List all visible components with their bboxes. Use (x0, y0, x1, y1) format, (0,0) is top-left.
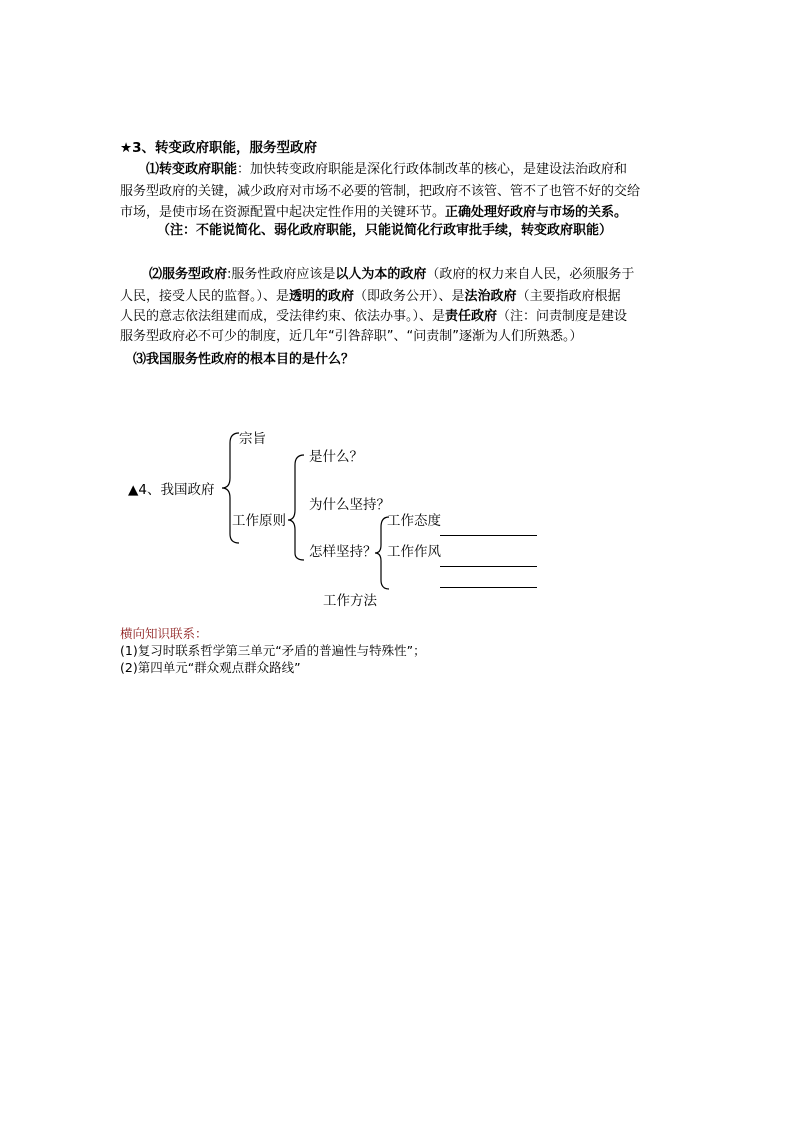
paragraph-2-label: ⑵服务型政府 (149, 267, 228, 282)
diagram-root: ▲4、我国政府 (128, 482, 215, 498)
diagram-attitude: 工作态度 (387, 513, 441, 529)
diagram-purpose: 宗旨 (239, 431, 266, 447)
paragraph-1-text: ：加快转变政府职能是深化行政体制改革的核心，是建设法治政府和 (237, 162, 628, 177)
note-text: （注：不能说简化、弱化政府职能，只能说简化行政审批手续，转变政府职能） (157, 223, 613, 238)
responsible-government: 责任政府 (445, 309, 498, 324)
paragraph-2-line-4: 服务型政府必不可少的制度，近几年“引咎辞职”、“问责制”逐渐为人们所熟悉。） (120, 329, 583, 344)
diagram-what: 是什么？ (309, 449, 363, 465)
diagram-principle: 工作原则 (232, 513, 286, 529)
brace-principle (288, 455, 304, 560)
transparent-government: 透明的政府 (289, 289, 355, 304)
paragraph-1-label: ⑴转变政府职能 (146, 162, 238, 177)
paragraph-2-text: 人民，接受人民的监督。）、是 (120, 289, 290, 304)
paragraph-2-text: （注：问责制度是建设 (497, 309, 628, 324)
paragraph-2-text: :服务性政府应该是 (227, 267, 336, 282)
paragraph-1-line-3-text: 市场，是使市场在资源配置中起决定性作用的关键环节。 (120, 205, 446, 220)
links-item-2: (2)第四单元“群众观点群众路线” (120, 660, 301, 675)
rule-of-law-government: 法治政府 (464, 289, 517, 304)
paragraph-2-text: （政府的权力来自人民，必须服务于 (426, 267, 635, 282)
diagram-method: 工作方法 (323, 593, 377, 609)
answer-blank-line (440, 535, 537, 536)
paragraph-2-text: （主要指政府根据 (516, 289, 621, 304)
answer-blank-line (440, 587, 537, 588)
people-oriented-government: 以人为本的政府 (335, 267, 427, 282)
diagram-style: 工作作风 (387, 544, 441, 560)
links-title: 横向知识联系： (120, 626, 208, 641)
links-item-1: (1)复习时联系哲学第三单元“矛盾的普遍性与特殊性”； (120, 643, 426, 658)
paragraph-2-text: （即政务公开）、是 (354, 289, 465, 304)
diagram-how: 怎样坚持？ (309, 544, 377, 560)
question-3: ⑶我国服务性政府的根本目的是什么？ (133, 352, 355, 367)
answer-blank-line (440, 566, 537, 567)
paragraph-1-emphasis: 正确处理好政府与市场的关系。 (445, 205, 628, 220)
diagram-why: 为什么坚持？ (309, 497, 390, 513)
paragraph-1-line-2: 服务型政府的关键，减少政府对市场不必要的管制，把政府不该管、管不了也管不好的交给 (120, 184, 641, 199)
paragraph-2-text: 人民的意志依法组建而成，受法律约束、依法办事。）、是 (120, 309, 446, 324)
section-3-heading: ★3、转变政府职能，服务型政府 (120, 140, 317, 156)
